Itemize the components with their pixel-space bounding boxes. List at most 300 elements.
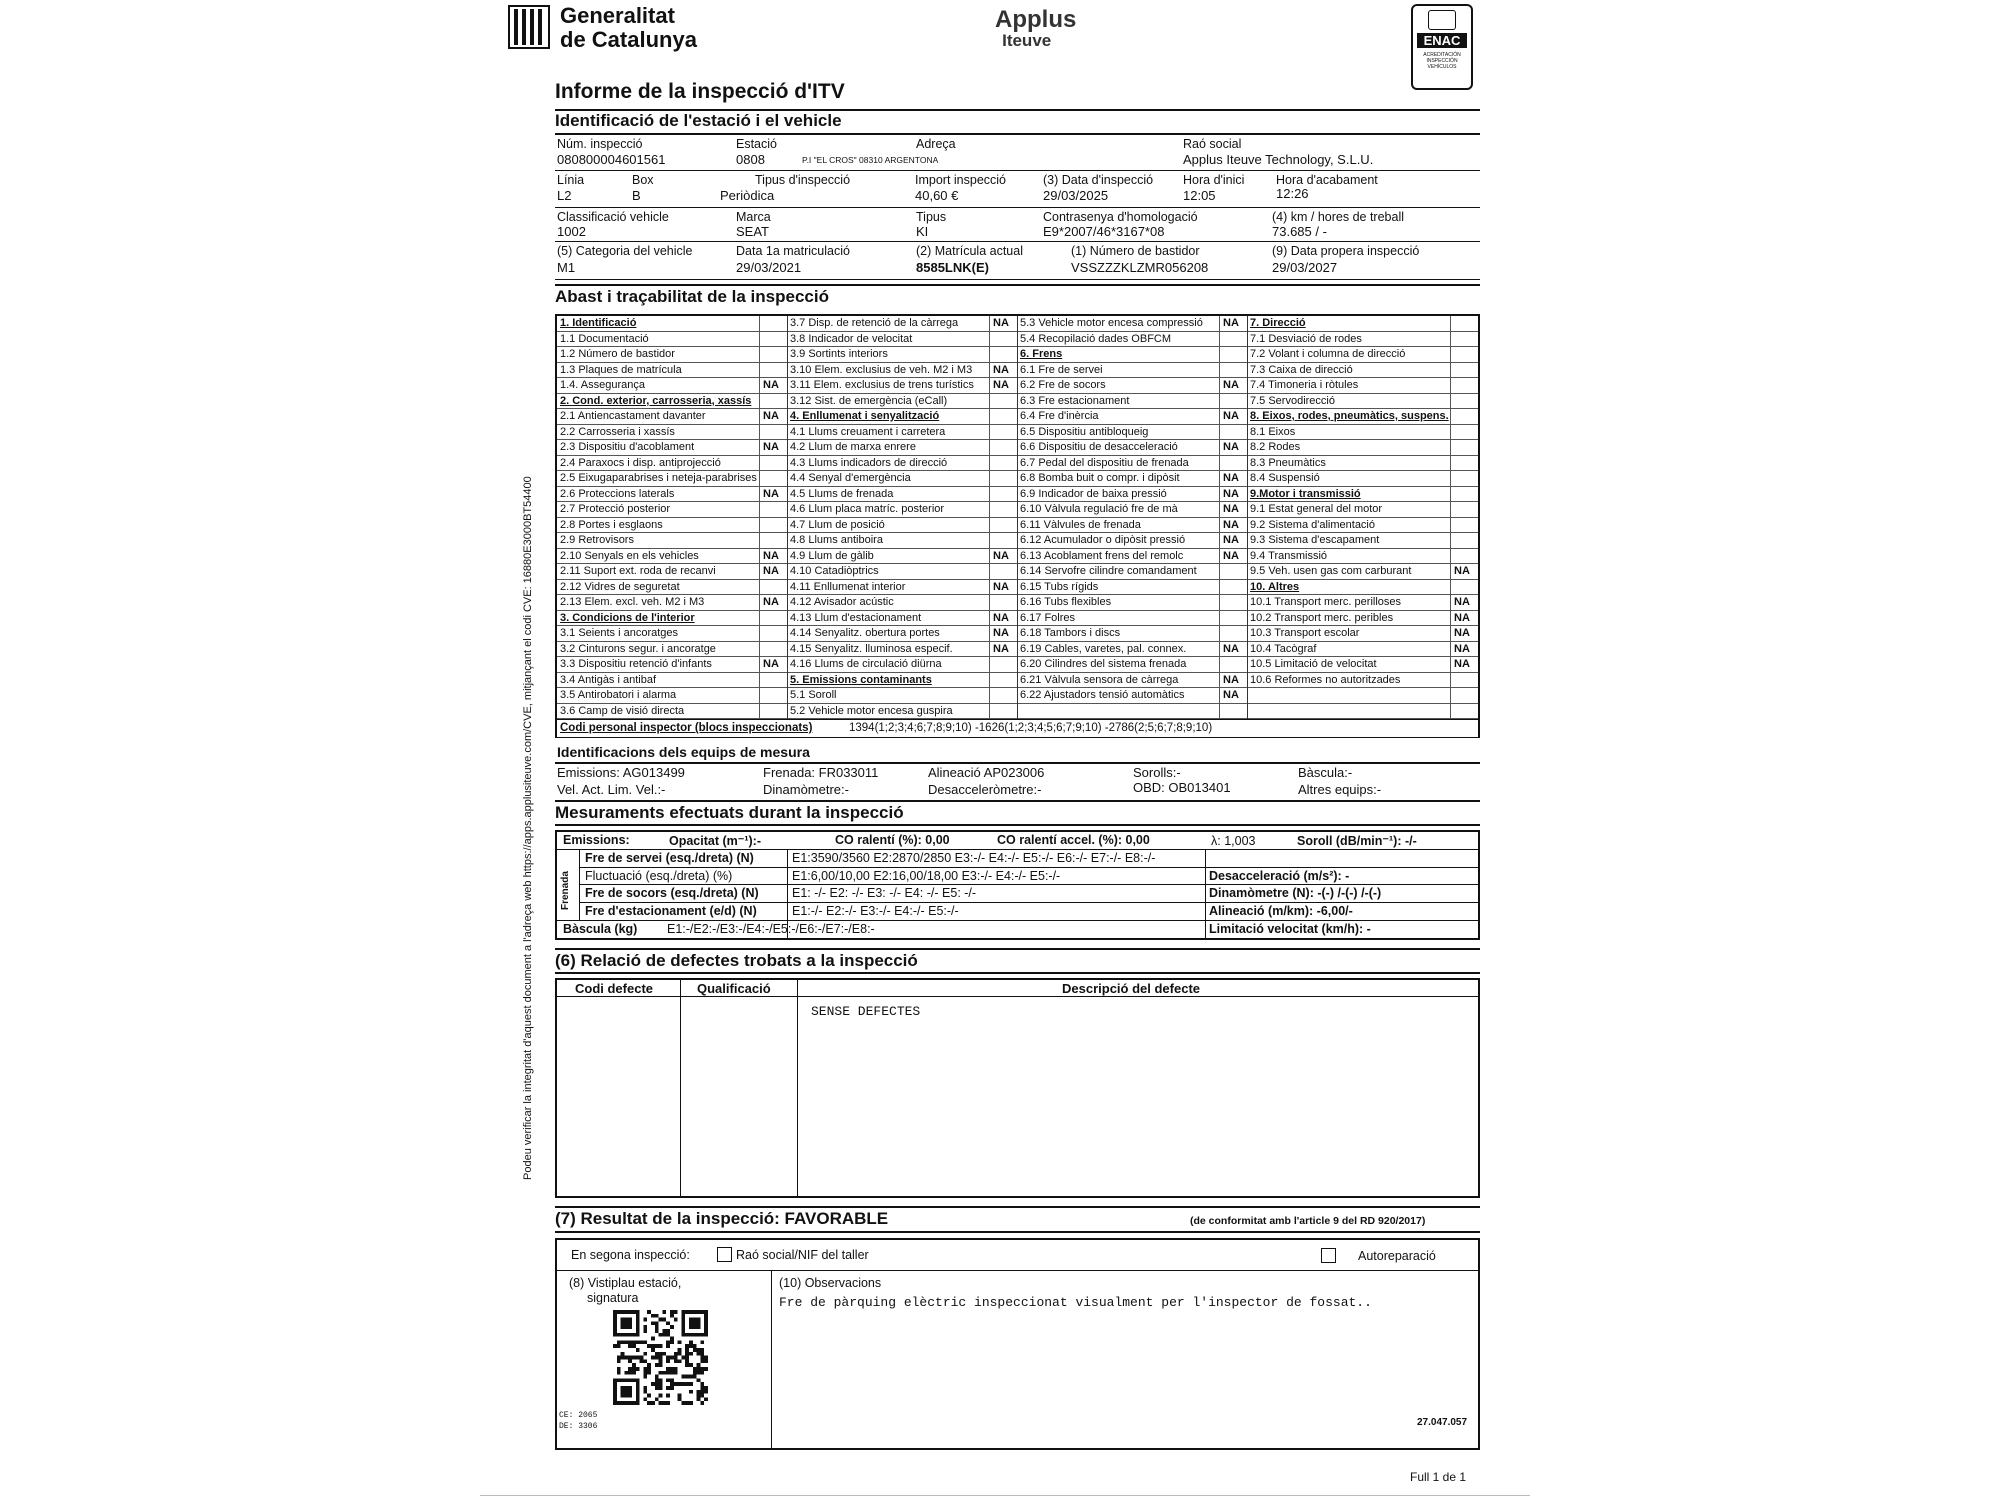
scope-item	[787, 332, 1017, 348]
de-code: DE: 3306	[559, 1422, 598, 1431]
scope-item-label: 7.1 Desviació de rodes	[1250, 332, 1362, 345]
scope-item	[1017, 487, 1247, 503]
data-insp-value: 29/03/2025	[1043, 188, 1109, 203]
scope-item-label: 10.5 Limitació de velocitat	[1250, 658, 1377, 670]
scope-column-3	[1017, 316, 1247, 736]
equip-vel: Vel. Act. Lim. Vel.:-	[557, 782, 666, 797]
scope-item	[787, 704, 1017, 720]
scope-item	[1247, 688, 1478, 704]
scope-column-1	[557, 316, 787, 736]
qr-code-icon	[613, 1310, 708, 1405]
scope-item-label: 6.4 Fre d'inèrcia	[1020, 410, 1099, 422]
scope-item	[787, 440, 1017, 456]
scope-item-na: NA	[1454, 642, 1470, 655]
propera-label: (9) Data propera inspecció	[1272, 244, 1420, 258]
scope-item-label: 2.4 Paraxocs i disp. antiprojecció	[560, 456, 721, 469]
equip-obd: OBD: OB013401	[1133, 780, 1231, 795]
scope-item	[787, 316, 1017, 332]
scope-item-label: 4.1 Llums creuament i carretera	[790, 425, 946, 438]
scope-item-na: NA	[1223, 441, 1239, 453]
scope-item-label: 2.6 Proteccions laterals	[560, 487, 675, 500]
page-number: Full 1 de 1	[1410, 1470, 1467, 1484]
equip-dinamometre: Dinamòmetre:-	[763, 782, 849, 797]
scope-item-label: 4.16 Llums de circulació diürna	[790, 658, 942, 670]
scope-item-na: NA	[1454, 565, 1470, 577]
meas-soroll: Soroll (dB/min⁻¹): -/-	[1297, 834, 1417, 848]
scope-item	[787, 487, 1017, 503]
vistiplau-label: (8) Vistiplau estació,	[569, 1276, 682, 1290]
scope-item	[1017, 580, 1247, 596]
scope-item-label: 6. Frens	[1020, 348, 1063, 360]
scope-item-label: 3.1 Seients i ancoratges	[560, 627, 679, 639]
scope-item	[787, 363, 1017, 379]
scope-item-label: 4.4 Senyal d'emergència	[790, 472, 911, 484]
scope-item-label: 4.14 Senyalitz. obertura portes	[790, 627, 940, 639]
scope-item-label: 1.2 Número de bastidor	[560, 348, 675, 360]
scope-item-label: 4.9 Llum de gàlib	[790, 549, 874, 562]
scope-item-label: 4.11 Enllumenat interior	[790, 580, 906, 593]
scope-item-label: 4.8 Llums antiboira	[790, 534, 883, 546]
gov-name-line1: Generalitat	[560, 3, 675, 28]
rao-label: Raó social	[1183, 137, 1242, 151]
scope-item	[1017, 316, 1247, 332]
scope-item-label: 7.4 Timoneria i ròtules	[1250, 379, 1359, 391]
scope-item	[1017, 440, 1247, 456]
scope-item-label: 6.12 Acumulador o dipòsit pressió	[1020, 534, 1186, 546]
scope-item-label: 6.19 Cables, varetes, pal. connex.	[1020, 642, 1187, 655]
scope-item-label: 9.4 Transmissió	[1250, 549, 1328, 562]
scope-item-na: NA	[1454, 611, 1470, 624]
meas-fre-socors-label: Fre de socors (esq./dreta) (N)	[585, 886, 759, 900]
scope-item	[557, 704, 787, 720]
scope-item	[1017, 611, 1247, 627]
meas-alineacio: Alineació (m/km): -6,00/-	[1209, 904, 1353, 918]
scope-item	[557, 657, 787, 673]
scope-item-label: 3.8 Indicador de velocitat	[790, 332, 913, 345]
scope-item	[787, 471, 1017, 487]
scope-item	[787, 580, 1017, 596]
meas-bascula-label: Bàscula (kg)	[563, 922, 638, 936]
scope-item-label: 2.13 Elem. excl. veh. M2 i M3	[560, 596, 705, 608]
scope-item	[557, 642, 787, 658]
scope-item-label: 2.7 Protecció posterior	[560, 503, 671, 515]
scope-column-4	[1247, 316, 1478, 736]
scope-item-label: 5.3 Vehicle motor encesa compressió	[1020, 317, 1203, 329]
hora-acab-value: 12:26	[1276, 186, 1309, 201]
scope-item	[557, 440, 787, 456]
autoreparacio-label: Autoreparació	[1358, 1249, 1436, 1263]
scope-item	[1247, 487, 1478, 503]
applus-logo-text: Applus	[995, 6, 1077, 33]
scope-item-label: 5.4 Recopilació dades OBFCM	[1020, 332, 1172, 345]
scope-item-label: 4.3 Llums indicadors de direcció	[790, 456, 948, 469]
scope-item	[787, 549, 1017, 565]
scope-item-label: 2.2 Carrosseria i xassís	[560, 425, 675, 438]
scope-item-label: 3.4 Antigàs i antibaf	[560, 673, 657, 686]
matricula-value: 8585LNK(E)	[916, 260, 989, 275]
scope-item	[1247, 440, 1478, 456]
scope-item	[1247, 549, 1478, 565]
scope-item	[787, 673, 1017, 689]
scope-item-label: 1.1 Documentació	[560, 332, 649, 345]
scope-item-label: 3.10 Elem. exclusius de veh. M2 i M3	[790, 363, 973, 376]
scope-item	[1247, 471, 1478, 487]
meas-dinamometre: Dinamòmetre (N): -(-) /-(-) /-(-)	[1209, 886, 1382, 900]
scope-item-label: 6.9 Indicador de baixa pressió	[1020, 487, 1167, 500]
scope-item	[557, 425, 787, 441]
scope-item	[1017, 549, 1247, 565]
scope-item	[787, 657, 1017, 673]
meas-fre-servei-value: E1:3590/3560 E2:2870/2850 E3:-/- E4:-/- E5:-/- E6:-/- E7:-/- E8:-/-	[792, 851, 1156, 865]
scope-item	[1247, 363, 1478, 379]
scope-item	[1247, 425, 1478, 441]
scope-item	[557, 688, 787, 704]
scope-item-label: 8.3 Pneumàtics	[1250, 456, 1326, 469]
scope-item-label: 7.5 Servodirecció	[1250, 394, 1335, 407]
scope-item-na: NA	[1223, 503, 1239, 515]
scope-item	[557, 471, 787, 487]
scope-item-label: 10.2 Transport merc. peribles	[1250, 611, 1394, 624]
scope-item-label: 4.12 Avisador acústic	[790, 596, 894, 608]
inspector-code-value: 1394(1;2;3;4;6;7;8;9;10) -1626(1;2;3;4;5;6;7;9;10) -2786(2;5;6;7;8;9;10)	[849, 722, 1213, 734]
scope-item	[557, 332, 787, 348]
scope-item-na: NA	[1454, 596, 1470, 608]
scope-item-label: 3.2 Cinturons segur. i ancoratge	[560, 642, 716, 655]
scope-item	[1017, 394, 1247, 410]
scope-item-label: 10.3 Transport escolar	[1250, 627, 1360, 639]
scope-item-na: NA	[1223, 642, 1239, 655]
scope-item-na: NA	[763, 410, 779, 422]
scope-item-label: 5. Emissions contaminants	[790, 673, 932, 686]
rao-taller-label: Raó social/NIF del taller	[736, 1248, 869, 1262]
scope-item-na: NA	[763, 487, 779, 500]
km-value: 73.685 / -	[1272, 224, 1327, 239]
enac-seal-icon: ENAC ACREDITACIÓN INSPECCIÓN VEHÍCULOS	[1411, 4, 1473, 90]
scope-item-na: NA	[1223, 410, 1239, 422]
scope-item	[787, 518, 1017, 534]
scope-item	[1017, 595, 1247, 611]
scope-item-label: 3.5 Antirobatori i alarma	[560, 689, 677, 701]
scope-item-na: NA	[1223, 518, 1239, 531]
scope-item	[557, 549, 787, 565]
scope-item-na: NA	[993, 317, 1009, 329]
scope-item-label: 6.15 Tubs rígids	[1020, 580, 1099, 593]
scope-item-na: NA	[1223, 673, 1239, 686]
num-insp-value: 080800004601561	[557, 152, 666, 167]
defects-col-desc: Descripció del defecte	[1062, 981, 1200, 996]
scope-item-label: 5.1 Soroll	[790, 689, 837, 701]
scope-item	[557, 378, 787, 394]
scope-item	[1017, 363, 1247, 379]
scope-item-label: 9.1 Estat general del motor	[1250, 503, 1383, 515]
scope-item	[557, 502, 787, 518]
adreca-value: P.I "EL CROS" 08310 ARGENTONA	[802, 155, 939, 165]
scope-item	[557, 595, 787, 611]
scope-item	[1017, 409, 1247, 425]
defects-col-codi: Codi defecte	[575, 981, 654, 996]
scope-item-label: 8.2 Rodes	[1250, 441, 1301, 453]
scope-item-label: 3.12 Sist. de emergència (eCall)	[790, 394, 948, 407]
classif-value: 1002	[557, 224, 586, 239]
meas-desacceleracio: Desacceleració (m/s²): -	[1209, 869, 1350, 883]
scope-item-label: 6.2 Fre de socors	[1020, 379, 1106, 391]
hora-inici-label: Hora d'inici	[1183, 173, 1245, 187]
scope-item	[787, 642, 1017, 658]
scope-item-label: 6.22 Ajustadors tensió automàtics	[1020, 689, 1185, 701]
scope-item	[787, 425, 1017, 441]
inspector-code-label: Codi personal inspector (blocs inspeccionats)	[560, 722, 813, 734]
scope-item	[1017, 332, 1247, 348]
meas-frenada-vertical: Frenada	[560, 871, 571, 910]
scope-item	[557, 394, 787, 410]
meas-opacitat: Opacitat (m⁻¹):-	[669, 834, 762, 848]
scope-item-na: NA	[993, 549, 1009, 562]
box-value: B	[632, 188, 641, 203]
scope-item-label: 6.3 Fre estacionament	[1020, 394, 1130, 407]
observacions-text: Fre de pàrquing elèctric inspeccionat visualment per l'inspector de fossat..	[779, 1295, 1372, 1310]
scope-item-na: NA	[1223, 317, 1239, 329]
adreca-label: Adreça	[916, 137, 956, 151]
scope-item-label: 6.8 Bomba buit o compr. i dipòsit	[1020, 472, 1180, 484]
marca-value: SEAT	[736, 224, 769, 239]
import-value: 40,60 €	[915, 188, 959, 203]
tipus-value: KI	[916, 224, 929, 239]
scope-item-label: 6.18 Tambors i discs	[1020, 627, 1121, 639]
scope-item	[1247, 378, 1478, 394]
scope-item-label: 10. Altres	[1250, 580, 1300, 593]
equip-emissions: Emissions: AG013499	[557, 765, 685, 780]
linia-label: Línia	[557, 173, 585, 187]
doc-code: 27.047.057	[1417, 1417, 1468, 1428]
scope-item-label: 2. Cond. exterior, carrosseria, xassís	[560, 394, 752, 407]
scope-item-label: 10.6 Reformes no autoritzades	[1250, 673, 1401, 686]
scope-item	[557, 456, 787, 472]
bastidor-label: (1) Número de bastidor	[1071, 244, 1200, 258]
scope-item-label: 4.7 Llum de posició	[790, 518, 885, 531]
scope-item-label: 2.8 Portes i esglaons	[560, 518, 663, 531]
scope-item-label: 7. Direcció	[1250, 317, 1306, 329]
result-title: (7) Resultat de la inspecció: FAVORABLE	[555, 1209, 889, 1228]
scope-item	[557, 487, 787, 503]
scope-item	[1017, 502, 1247, 518]
scope-item	[557, 673, 787, 689]
defects-table	[555, 978, 1480, 1198]
tipus-insp-value: Periòdica	[720, 188, 775, 203]
scope-item-label: 6.5 Dispositiu antibloqueig	[1020, 425, 1149, 438]
scope-item	[557, 533, 787, 549]
measurements-table	[555, 830, 1480, 940]
classif-label: Classificació vehicle	[557, 210, 669, 224]
km-label: (4) km / hores de treball	[1272, 210, 1404, 224]
scope-item	[787, 533, 1017, 549]
propera-value: 29/03/2027	[1272, 260, 1338, 275]
ident-section-title: Identificació de l'estació i el vehicle	[555, 111, 842, 130]
scope-item	[787, 502, 1017, 518]
signatura-label: signatura	[587, 1291, 639, 1305]
categoria-label: (5) Categoria del vehicle	[557, 244, 693, 258]
scope-item	[1247, 611, 1478, 627]
scope-item	[787, 456, 1017, 472]
scope-item-label: 9.Motor i transmissió	[1250, 487, 1361, 500]
meas-fre-socors-value: E1: -/- E2: -/- E3: -/- E4: -/- E5: -/-	[792, 886, 977, 900]
scope-section-title: Abast i traçabilitat de la inspecció	[555, 287, 829, 306]
scope-item	[1017, 626, 1247, 642]
scope-item	[1247, 642, 1478, 658]
scope-item	[787, 347, 1017, 363]
scope-item-label: 1.4. Assegurança	[560, 379, 646, 391]
observacions-label: (10) Observacions	[779, 1276, 882, 1290]
scope-item	[1247, 533, 1478, 549]
scope-table	[555, 314, 1480, 738]
scope-item	[787, 595, 1017, 611]
data-insp-label: (3) Data d'inspecció	[1043, 173, 1154, 187]
scope-item-na: NA	[993, 363, 1009, 376]
meas-fluctuacio-value: E1:6,00/10,00 E2:16,00/18,00 E3:-/- E4:-/- E5:-/-	[792, 869, 1061, 883]
scope-item-label: 5.2 Vehicle motor encesa guspira	[790, 704, 953, 717]
scope-item	[1247, 316, 1478, 332]
scope-item-na: NA	[763, 549, 779, 562]
scope-item	[1017, 533, 1247, 549]
data-matric-value: 29/03/2021	[736, 260, 802, 275]
scope-item-label: 2.3 Dispositiu d'acoblament	[560, 441, 695, 453]
scope-item-label: 1.3 Plaques de matrícula	[560, 363, 682, 376]
scope-item	[1247, 394, 1478, 410]
scope-item-label: 9.2 Sistema d'alimentació	[1250, 518, 1375, 531]
generalitat-logo-icon	[508, 5, 550, 49]
scope-item	[1017, 657, 1247, 673]
scope-item-na: NA	[1223, 549, 1239, 562]
scope-item-label: 4. Enllumenat i senyalització	[790, 410, 940, 422]
applus-logo-sub: Iteuve	[1002, 31, 1052, 50]
scope-item-na: NA	[993, 627, 1009, 639]
scope-item-na: NA	[1454, 658, 1470, 670]
meas-fluctuacio-label: Fluctuació (esq./dreta) (%)	[585, 869, 733, 883]
scope-item-na: NA	[1223, 534, 1239, 546]
scope-item	[1017, 518, 1247, 534]
import-label: Import inspecció	[915, 173, 1007, 187]
scope-item-label: 3.3 Dispositiu retenció d'infants	[560, 658, 712, 670]
scope-item	[1247, 564, 1478, 580]
scope-item-label: 10.1 Transport merc. perilloses	[1250, 596, 1402, 608]
marca-label: Marca	[736, 210, 771, 224]
scope-column-2	[787, 316, 1017, 736]
scope-item	[1247, 518, 1478, 534]
scope-item-label: 3.9 Sortints interiors	[790, 348, 888, 360]
linia-value: L2	[557, 188, 572, 203]
meas-fre-servei-label: Fre de servei (esq./dreta) (N)	[585, 851, 754, 865]
doc-title: Informe de la inspecció d'ITV	[555, 80, 845, 103]
scope-item	[557, 626, 787, 642]
scope-item-label: 4.13 Llum d'estacionament	[790, 611, 922, 624]
scope-item-na: NA	[763, 658, 779, 670]
scope-item	[787, 611, 1017, 627]
scope-item	[557, 316, 787, 332]
meas-co-accel: CO ralentí accel. (%): 0,00	[997, 833, 1150, 847]
defects-section-title: (6) Relació de defectes trobats a la inspecció	[555, 951, 918, 970]
meas-fre-estac-value: E1:-/- E2:-/- E3:-/- E4:-/- E5:-/-	[792, 904, 959, 918]
scope-item-label: 2.11 Suport ext. roda de recanvi	[560, 565, 716, 577]
scope-item-na: NA	[993, 642, 1009, 655]
categoria-value: M1	[557, 260, 576, 275]
enac-text: ENAC	[1417, 33, 1467, 48]
scope-item	[787, 378, 1017, 394]
scope-item	[1247, 332, 1478, 348]
hora-acab-label: Hora d'acabament	[1276, 173, 1378, 187]
meas-emissions-label: Emissions:	[563, 833, 630, 847]
equip-altres: Altres equips:-	[1298, 782, 1382, 797]
rao-taller-checkbox[interactable]	[717, 1247, 732, 1262]
scope-item-label: 6.16 Tubs flexibles	[1020, 596, 1112, 608]
scope-item-na: NA	[763, 565, 779, 577]
scope-item-na: NA	[763, 441, 779, 453]
scope-item-label: 2.10 Senyals en els vehicles	[560, 549, 699, 562]
scope-item-label: 6.14 Servofre cilindre comandament	[1020, 565, 1197, 577]
scope-item-na: NA	[1454, 627, 1470, 639]
scope-item	[1247, 704, 1478, 720]
gov-name-line2: de Catalunya	[560, 27, 697, 52]
scope-item	[557, 611, 787, 627]
scope-item-na: NA	[993, 580, 1009, 593]
defects-text: SENSE DEFECTES	[811, 1004, 921, 1019]
meas-fre-estac-label: Fre d'estacionament (e/d) (N)	[585, 904, 757, 918]
scope-item-label: 4.10 Catadiòptrics	[790, 565, 879, 577]
scope-item	[1017, 347, 1247, 363]
scope-item	[1017, 564, 1247, 580]
scope-item-label: 7.3 Caixa de direcció	[1250, 363, 1353, 376]
autoreparacio-checkbox[interactable]	[1321, 1248, 1336, 1263]
scope-item-label: 3.6 Camp de visió directa	[560, 704, 685, 717]
scope-item	[1017, 471, 1247, 487]
meas-section-title: Mesuraments efectuats durant la inspecció	[555, 803, 904, 822]
scope-item-label: 4.5 Llums de frenada	[790, 487, 894, 500]
scope-item	[1017, 673, 1247, 689]
scope-item	[557, 409, 787, 425]
scope-item-label: 1. Identificació	[560, 317, 637, 329]
scope-item	[1017, 425, 1247, 441]
estacio-label: Estació	[736, 137, 777, 151]
scope-item	[557, 580, 787, 596]
scope-item	[787, 688, 1017, 704]
box-label: Box	[632, 173, 654, 187]
scope-item-na: NA	[1223, 379, 1239, 391]
scope-item-label: 6.6 Dispositiu de desacceleració	[1020, 441, 1178, 453]
scope-item	[787, 394, 1017, 410]
scope-item-label: 6.7 Pedal del dispositiu de frenada	[1020, 456, 1189, 469]
scope-item	[1017, 378, 1247, 394]
equips-section-title: Identificacions dels equips de mesura	[557, 744, 810, 760]
scope-item-label: 6.11 Vàlvules de frenada	[1020, 518, 1141, 531]
scope-item-label: 7.2 Volant i columna de direcció	[1250, 348, 1406, 360]
homolog-label: Contrasenya d'homologació	[1043, 210, 1198, 224]
scope-item-label: 9.3 Sistema d'escapament	[1250, 534, 1380, 546]
scope-item-na: NA	[1223, 689, 1239, 701]
hora-inici-value: 12:05	[1183, 188, 1216, 203]
scope-item-na: NA	[993, 611, 1009, 624]
bastidor-value: VSSZZZKLZMR056208	[1071, 260, 1209, 275]
scope-item-na: NA	[763, 379, 779, 391]
scope-item-label: 2.1 Antiencastament davanter	[560, 410, 706, 422]
homolog-value: E9*2007/46*3167*08	[1043, 224, 1165, 239]
scope-item	[1247, 595, 1478, 611]
scope-item-label: 2.9 Retrovisors	[560, 534, 634, 546]
scope-item	[1247, 657, 1478, 673]
scope-item-label: 9.5 Veh. usen gas com carburant	[1250, 565, 1412, 577]
scope-item-label: 4.15 Senyalitz. lluminosa especif.	[790, 642, 953, 655]
scope-item-na: NA	[993, 379, 1009, 391]
scope-item	[1247, 456, 1478, 472]
scope-item-label: 3.7 Disp. de retenció de la càrrega	[790, 317, 959, 329]
scope-item-label: 10.4 Tacògraf	[1250, 642, 1317, 655]
